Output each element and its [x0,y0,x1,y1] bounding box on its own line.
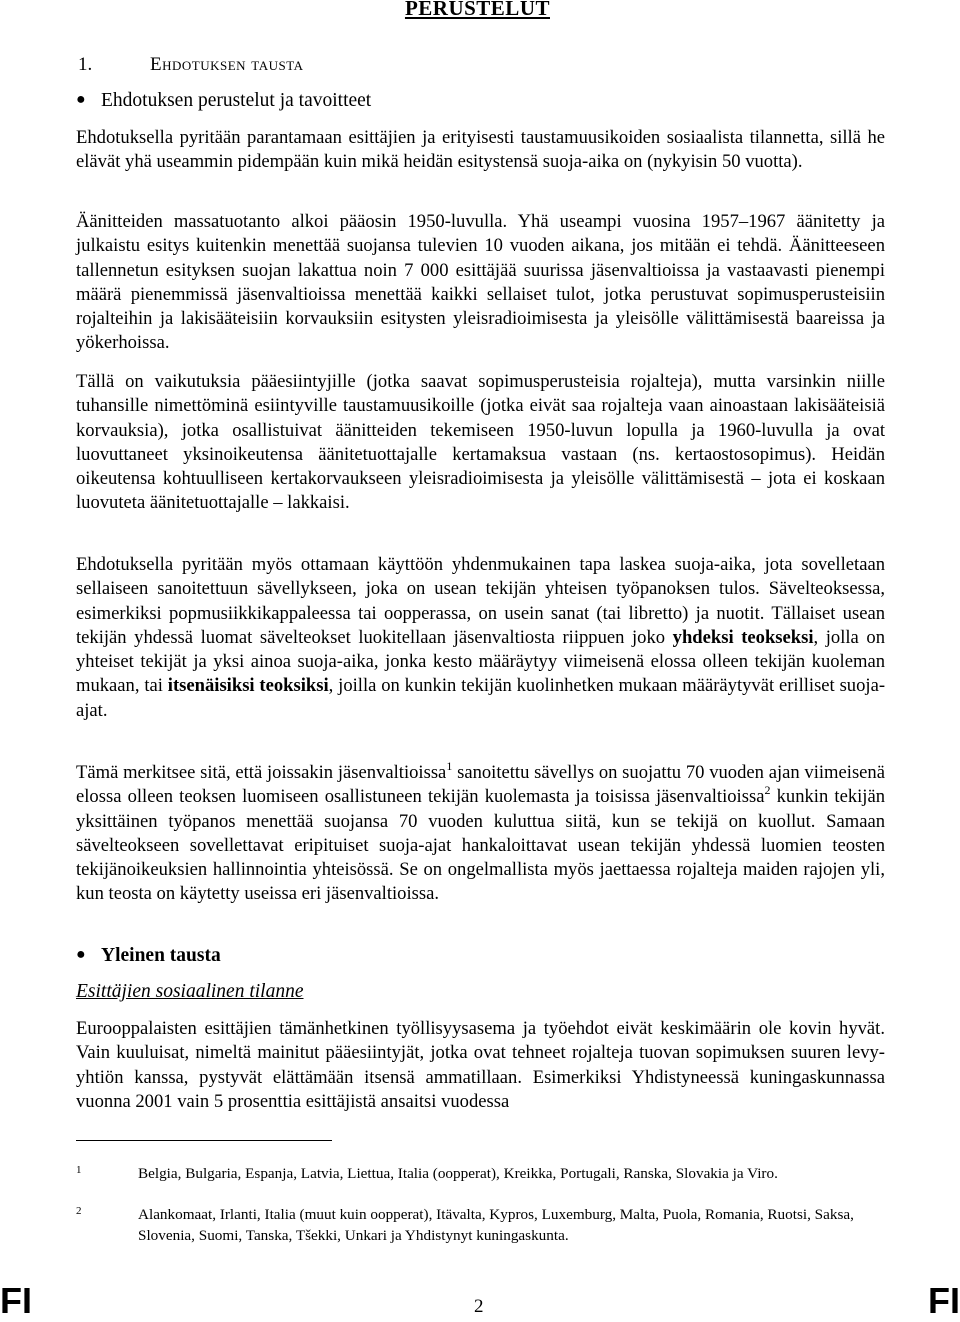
bullet-icon: ● [76,946,86,963]
bullet-heading-1 [76,90,371,112]
subheading: Esittäjien sosiaalinen tilanne [76,981,304,1002]
footnote-2-number: 2 [76,1205,82,1217]
paragraph-4-text-3: , joilla on kunkin tekijän kuolinhetken mukaan määräytyvät erilliset suoja-ajat. [76,675,886,721]
footnote-1 [76,1164,886,1185]
footnote-2 [76,1205,886,1246]
bullet-heading-2 [76,945,221,967]
paragraph-4-bold-2: itsenäisiksi teoksiksi [167,675,329,697]
footnote-1-text: Belgia, Bulgaria, Espanja, Latvia, Liettua, Italia (oopperat), Kreikka, Portugali, Ranska, Slovakia ja Viro. [138,1165,778,1182]
section-number: 1. [78,54,93,75]
paragraph-5-text-3: kunkin tekijän yksittäinen työpanos menettää suojansa 70 vuoden kuluttua siitä, kun se tekijä on kuollut. Samaan sävelteokseen sovellettavat eripituiset suoja-ajat hankaloittavat usean tekijän yhdessä luomien teosten tekijänoikeuksien hallinnointia yhteisössä. Se on ongelmallista myös jaettaessa rojalteja maiden rajojen yli, kun teosta on käytetty useissa eri jäsenvaltioissa. [76,786,886,905]
paragraph-1: Ehdotuksella pyritään parantamaan esittäjien ja erityisesti taustamuusikoiden sosiaalista tilannetta, sillä he elävät yhä useammin pidempään kuin mikä heidän esitystensä suoja-aika on (nykyisin 50 vuotta). [76,127,885,173]
paragraph-2: Äänitteiden massatuotanto alkoi pääosin 1950-luvulla. Yhä useampi vuosina 1957–1967 äänitetty ja julkaistu esitys kuitenkin menettää suojansa tulevien 10 vuoden aikana, jos mitään ei tehdä. Äänitteeseen tallennetun esityksen suojan lakattua noin 7 000 esittäjää suurissa jäsenvaltioissa ja vastaavasti pienempi määrä pienemmissä jäsenvaltioissa menettää kaikki sellaiset tulot, jotka perustuvat sopimusperusteisiin rojalteihin ja lakisääteisiin korvauksiin esitysten yleisradioimisesta ja yleisölle välittämisestä baareissa ja yökerhoissa. [76,211,885,354]
bullet-heading-2-text: Yleinen tausta [101,945,221,966]
footer-language-right: FI [928,1280,960,1321]
section-heading [78,54,304,76]
bullet-heading-1-text: Ehdotuksen perustelut ja tavoitteet [101,90,372,111]
paragraph-4-bold-1: yhdeksi teokseksi [672,626,814,648]
footnote-ref-2[interactable]: 2 [764,783,771,798]
bullet-icon: ● [76,91,86,108]
paragraph-5-text-1: Tämä merkitsee sitä, että joissakin jäsenvaltioissa [76,762,447,783]
page-number: 2 [474,1296,484,1317]
paragraph-4-text-2: , jolla on yhteiset tekijät ja yksi ainoa suoja-aika, jonka kesto määräytyy viimeisenä elossa olleen tekijän kuoleman mukaan, tai [76,626,885,697]
footnote-1-number: 1 [76,1164,82,1176]
footnote-2-text: Alankomaat, Irlanti, Italia (muut kuin oopperat), Itävalta, Kypros, Luxemburg, Malta, Puola, Romania, Ruotsi, Saksa, Slovenia, Suomi, Tanska, Tšekki, Unkari ja Yhdistynyt kuningaskunta. [138,1206,854,1244]
paragraph-5 [76,761,885,907]
page-header-title: PERUSTELUT [404,0,550,20]
paragraph-4 [76,553,885,723]
paragraph-5-text-2: sanoitettu sävellys on suojattu 70 vuoden ajan viimeisenä elossa olleen teoksen luomiseen osallistuneen tekijän kuolemasta ja toisissa jäsenvaltioissa [76,762,885,808]
section-title: Ehdotuksen tausta [150,54,304,75]
footer-language-left: FI [0,1280,32,1321]
paragraph-4-text-1: Ehdotuksella pyritään myös ottamaan käyttöön yhdenmukainen tapa laskea suoja-aika, jota sovelletaan sellaiseen sanoitettuun sävellykseen, joka on usean tekijän yhteisen työpanoksen tulos. Sävelteoksessa, esimerkiksi popmusiikkikappaleessa tai oopperassa, on usein sanat (tai libretto) ja nuotit. Tällaiset usean tekijän yhdessä luomat sävelteokset luokitellaan jäsenvaltiosta riippuen joko [76,554,885,648]
paragraph-3: Tällä on vaikutuksia pääesiintyjille (jotka saavat sopimusperusteisia rojalteja), mutta varsinkin niille tuhansille nimettöminä esiintyville taustamuusikoille (jotka eivät saa rojalteja vaan ainoastaan lakisääteisiä korvauksia), jotka osallistuivat äänitteiden tekemiseen 1950-luvun lopulla ja 1960-luvulla ja ovat luovuttaneet yksinoikeutensa äänitetuottajalle kertamaksua vastaan (ns. kertaostosopimus). Heidän oikeutensa kohtuulliseen kertakorvaukseen yleisradioimisesta ja yleisölle välittämisestä – jota ei koskaan luovuteta äänitetuottajalle – lakkaisi. [76,371,885,514]
paragraph-6: Eurooppalaisten esittäjien tämänhetkinen työllisyysasema ja työehdot eivät keskimäärin ole kovin hyvät. Vain kuuluisat, nimeltä mainitut pääesiintyjät, jotka ovat tehneet rojalteja tuovan sopimuksen suuren levy-yhtiön kanssa, pystyvät elättämään itsensä ammatillaan. Esimerkiksi Yhdistyneessä kuningaskunnassa vuonna 2001 vain 5 prosenttia esittäjistä ansaitsi vuodessa [76,1018,885,1112]
footnote-separator [76,1140,332,1141]
footnote-ref-1[interactable]: 1 [446,759,453,773]
